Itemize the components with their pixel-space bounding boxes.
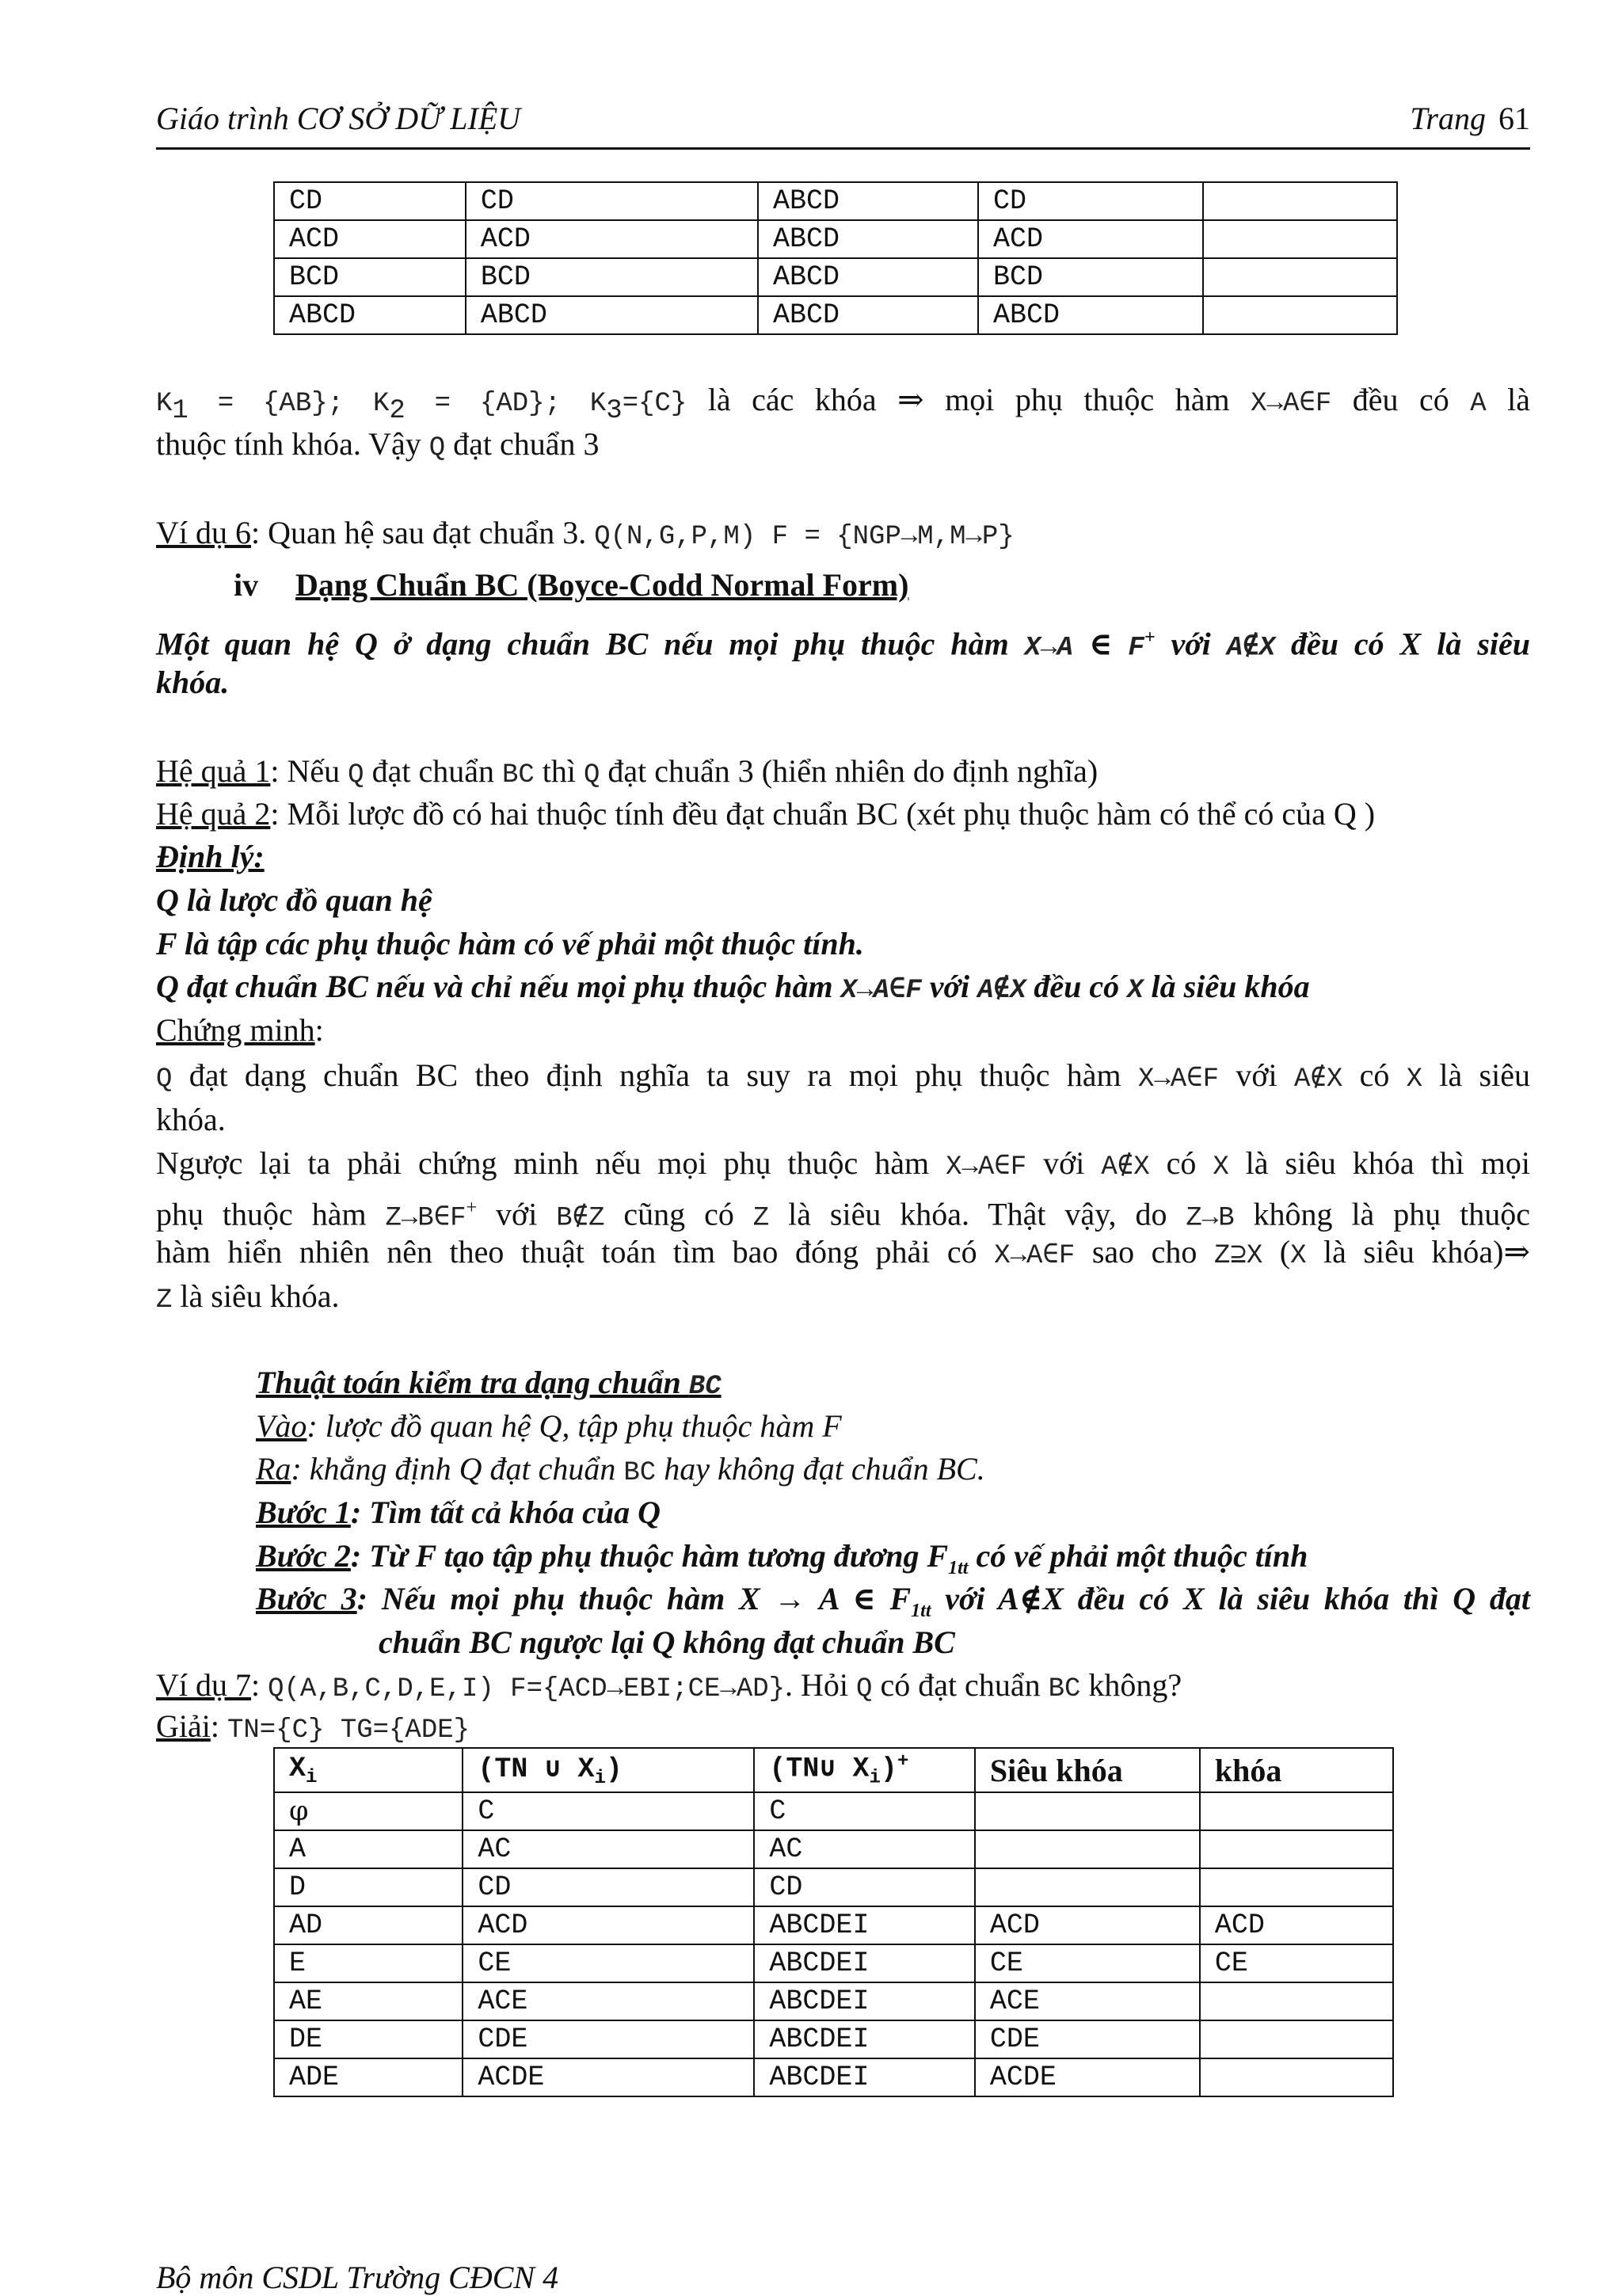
page-header <box>156 100 1530 150</box>
header-closure <box>754 1748 975 1792</box>
definition-with: với <box>1155 626 1227 662</box>
corollary-2-text: : Mỗi lược đồ có hai thuộc tính đều đạt chuẩn BC (xét phụ thuộc hàm có thể có của Q ) <box>270 796 1376 832</box>
proof-line-1 <box>156 1053 1530 1102</box>
table-cell <box>1203 258 1397 296</box>
theorem-line-3 <box>156 965 1530 1013</box>
header-superkey: Siêu khóa <box>975 1748 1200 1792</box>
table-row <box>274 1906 1393 1944</box>
step-2-sub: 1tt <box>948 1558 969 1578</box>
table-row <box>274 220 1397 258</box>
example-7-text: . Hỏi <box>785 1667 857 1703</box>
table-cell: AE <box>274 1982 463 2020</box>
table-cell <box>975 1868 1200 1906</box>
proof-zb-4: Z→B <box>1186 1203 1235 1234</box>
example-6-code: Q(N,G,P,M) F = {NGP→M,M→P} <box>594 522 1015 552</box>
step-3-tail: với A∉X đều có X là siêu khóa thì Q đạt <box>931 1581 1530 1616</box>
proof-x-5: X <box>1290 1241 1307 1271</box>
keys-tail: đều có <box>1331 382 1471 417</box>
header-closure-text: (TN∪ X <box>769 1753 870 1785</box>
table-cell: CD <box>754 1868 975 1906</box>
algorithm-input-text: : lược đồ quan hệ Q, tập phụ thuộc hàm F <box>307 1408 842 1444</box>
proof-z-6: Z <box>156 1285 173 1316</box>
table-cell <box>1200 1830 1393 1868</box>
k3-value: ={C} <box>622 389 687 419</box>
header-tn-union-xi <box>463 1748 754 1792</box>
proof-text-5: hàm hiển nhiên nên theo thuật toán tìm bao đóng phải có <box>156 1234 995 1270</box>
proof-tail-3: là siêu khóa thì mọi <box>1228 1145 1531 1181</box>
definition-notin: A∉X <box>1226 633 1276 664</box>
solution-label: Giải <box>156 1708 211 1744</box>
table-cell: BCD <box>978 258 1203 296</box>
example-6-label: Ví dụ 6 <box>156 515 251 550</box>
table-cell: ABCD <box>274 296 466 334</box>
table-cell <box>1200 1792 1393 1830</box>
table-cell: CD <box>463 1868 754 1906</box>
example-7-text-b: có đạt chuẩn <box>872 1667 1049 1703</box>
table-cell: CE <box>1200 1944 1393 1982</box>
header-tnxi-sub: i <box>594 1767 606 1789</box>
corollary-1-label: Hệ quả 1 <box>156 753 271 789</box>
header-tnxi-text: (TN ∪ X <box>478 1753 595 1785</box>
step-3-sub: 1tt <box>911 1601 931 1621</box>
header-xi <box>274 1748 463 1792</box>
proof-line-5 <box>156 1230 1530 1278</box>
table-cell: C <box>754 1792 975 1830</box>
conclusion-text: thuộc tính khóa. Vậy <box>156 426 429 462</box>
table-cell: ACDE <box>463 2058 754 2096</box>
algorithm-step-3-line2: chuẩn BC ngược lại Q không đạt chuẩn BC <box>379 1624 955 1660</box>
definition-fd: X→A <box>1024 633 1073 664</box>
table-cell <box>1203 296 1397 334</box>
table-cell: ABCD <box>978 296 1203 334</box>
definition-tail: đều có X là siêu <box>1275 626 1530 662</box>
table-row <box>274 2058 1393 2096</box>
proof-has-3: có <box>1149 1145 1213 1181</box>
algorithm-title-text: Thuật toán kiểm tra dạng chuẩn <box>256 1365 689 1400</box>
solution-code: TN={C} TG={ADE} <box>227 1715 470 1746</box>
algorithm-input-label: Vào <box>256 1408 307 1444</box>
example-7-tail: không? <box>1080 1667 1182 1703</box>
example-7-bc: BC <box>1048 1674 1081 1704</box>
proof-with-4: với <box>477 1196 557 1232</box>
table-cell: ACDE <box>975 2058 1200 2096</box>
table-cell: A <box>274 1830 463 1868</box>
table-row <box>274 182 1397 220</box>
theorem-line-1: Q là lược đồ quan hệ <box>156 882 432 918</box>
table-row <box>274 296 1397 334</box>
table-cell <box>1200 2020 1393 2058</box>
table-cell <box>1203 220 1397 258</box>
conclusion-q: Q <box>428 433 446 463</box>
corollary-1-q2: Q <box>584 760 600 790</box>
table-cell: BCD <box>466 258 758 296</box>
table-cell: ABCD <box>758 220 978 258</box>
theorem-notin: A∉X <box>977 976 1026 1006</box>
proof-also-4: cũng có <box>604 1196 753 1232</box>
theorem-line-2: F là tập các phụ thuộc hàm có vế phải một thuộc tính. <box>156 926 864 961</box>
theorem-has: đều có <box>1026 969 1128 1004</box>
proof-label <box>156 1008 1530 1053</box>
table-row <box>274 1944 1393 1982</box>
step-3-label: Bước 3 <box>256 1581 357 1616</box>
proof-with-1: với <box>1219 1057 1294 1093</box>
table-cell: ACD <box>978 220 1203 258</box>
corollary-2-label: Hệ quả 2 <box>156 796 271 832</box>
definition-plus: + <box>1144 627 1156 648</box>
table-cell: ACD <box>975 1906 1200 1944</box>
corollary-1-text-b: đạt chuẩn <box>364 753 502 789</box>
page-label: Trang <box>1410 101 1486 136</box>
table-cell: ACD <box>466 220 758 258</box>
keys-end: là <box>1486 382 1531 417</box>
theorem-label: Định lý: <box>156 839 265 874</box>
keys-fd: X→A∈F <box>1251 389 1332 419</box>
k1: K <box>156 389 173 419</box>
table-row <box>274 1982 1393 2020</box>
proof-superset-5: Z⊇X <box>1213 1241 1263 1271</box>
table-cell: ACD <box>463 1906 754 1944</box>
solution-colon: : <box>210 1708 227 1744</box>
table-cell: CD <box>274 182 466 220</box>
bcnf-check-table <box>273 1747 1394 2097</box>
definition-text: Một quan hệ Q ở dạng chuẩn BC nếu mọi phụ thuộc hàm <box>156 626 1025 662</box>
table-row <box>274 2020 1393 2058</box>
proof-text-4b: là siêu khóa. Thật vậy, do <box>769 1196 1186 1232</box>
table-cell: AD <box>274 1906 463 1944</box>
table-cell: CE <box>975 1944 1200 1982</box>
algorithm-output-text: : khẳng định Q đạt chuẩn <box>291 1451 624 1487</box>
definition-in: ∈ <box>1072 626 1129 662</box>
proof-line-3 <box>156 1141 1530 1190</box>
algorithm-output <box>256 1447 1622 1495</box>
header-closure-close: ) <box>880 1753 897 1785</box>
example-7-code: Q(A,B,C,D,E,I) F={ACD→EBI;CE→AD} <box>268 1674 786 1704</box>
k2: K <box>372 389 390 419</box>
step-3-text: : Nếu mọi phụ thuộc hàm X → A ∈ F <box>356 1581 912 1616</box>
table-cell: ABCDEI <box>754 1906 975 1944</box>
header-page-number <box>1410 100 1530 137</box>
table-row <box>274 258 1397 296</box>
table-cell: ABCD <box>758 182 978 220</box>
table-cell: CE <box>463 1944 754 1982</box>
corollary-1-q: Q <box>348 760 364 790</box>
header-tnxi-close: ) <box>605 1753 623 1785</box>
table-cell <box>1200 1982 1393 2020</box>
keys-conclusion <box>156 422 1530 470</box>
table-cell: CDE <box>463 2020 754 2058</box>
k3: K <box>589 389 607 419</box>
corollary-1-text: : Nếu <box>270 753 348 789</box>
table-cell <box>975 1830 1200 1868</box>
proof-text-3: Ngược lại ta phải chứng minh nếu mọi phụ thuộc hàm <box>156 1145 946 1181</box>
table-cell: ABCD <box>758 296 978 334</box>
table-row <box>274 1830 1393 1868</box>
table-cell: ABCD <box>466 296 758 334</box>
table-cell: BCD <box>274 258 466 296</box>
example-7-colon: : <box>251 1667 268 1703</box>
proof-tail-4: không là phụ thuộc <box>1234 1196 1531 1232</box>
table-cell <box>1200 2058 1393 2096</box>
table-cell: ABCDEI <box>754 2020 975 2058</box>
proof-fd-1: X→A∈F <box>1137 1064 1220 1095</box>
header-xi-text: X <box>289 1752 307 1784</box>
proof-tail-5: là siêu khóa)⇒ <box>1306 1234 1531 1270</box>
corollary-1-bc: BC <box>501 760 535 790</box>
k1-sub: 1 <box>172 396 188 426</box>
table-cell: DE <box>274 2020 463 2058</box>
step-2-text: : Từ F tạo tập phụ thuộc hàm tương đương F <box>350 1538 949 1574</box>
header-closure-plus: + <box>897 1751 909 1773</box>
section-number: iv <box>234 567 259 603</box>
proof-q: Q <box>156 1064 173 1095</box>
algorithm-title <box>256 1361 1622 1409</box>
proof-label-text: Chứng minh <box>156 1012 315 1048</box>
table-cell: ABCDEI <box>754 2058 975 2096</box>
proof-fd-3: X→A∈F <box>946 1152 1027 1182</box>
proof-line-2: khóa. <box>156 1102 226 1137</box>
conclusion-tail: đạt chuẩn 3 <box>445 426 600 462</box>
proof-x-1: X <box>1406 1064 1423 1095</box>
algorithm-step-1 <box>256 1491 1622 1535</box>
algorithm-output-tail: hay không đạt chuẩn BC. <box>656 1451 985 1487</box>
table-cell: D <box>274 1868 463 1906</box>
proof-paren-5: ( <box>1262 1234 1291 1270</box>
algorithm-title-bc: BC <box>688 1372 722 1402</box>
table-cell: ACD <box>1200 1906 1393 1944</box>
keys-text: là các khóa ⇒ mọi phụ thuộc hàm <box>687 382 1251 417</box>
proof-text-4: phụ thuộc hàm <box>156 1196 386 1232</box>
table-cell: C <box>463 1792 754 1830</box>
proof-notin-3: A∉X <box>1101 1152 1150 1182</box>
table-cell <box>1203 182 1397 220</box>
header-xi-sub: i <box>306 1766 318 1788</box>
header-closure-sub: i <box>869 1767 881 1789</box>
example-7-label: Ví dụ 7 <box>156 1667 251 1703</box>
proof-line-6 <box>156 1274 1530 1323</box>
proof-notin-4: B∉Z <box>556 1203 605 1234</box>
table-cell: CDE <box>975 2020 1200 2058</box>
table-cell: AC <box>463 1830 754 1868</box>
table-header-row <box>274 1748 1393 1792</box>
proof-plus-4: + <box>466 1197 478 1218</box>
step-1-text: : Tìm tất cả khóa của Q <box>350 1494 661 1530</box>
table-row <box>274 1792 1393 1830</box>
algorithm-output-bc: BC <box>623 1458 657 1488</box>
proof-text-1: đạt dạng chuẩn BC theo định nghĩa ta suy ra mọi phụ thuộc hàm <box>172 1057 1138 1093</box>
table-cell: ACD <box>274 220 466 258</box>
k2-sub: 2 <box>389 396 406 426</box>
table-cell: CD <box>466 182 758 220</box>
algorithm-output-label: Ra <box>256 1451 291 1487</box>
k3-sub: 3 <box>606 396 623 426</box>
table-cell <box>1200 1868 1393 1906</box>
table-cell: CD <box>978 182 1203 220</box>
table-cell: ABCD <box>758 258 978 296</box>
k2-value: = {AD}; <box>405 389 590 419</box>
proof-z-4: Z <box>752 1203 770 1234</box>
table-cell: ADE <box>274 2058 463 2096</box>
header-key: khóa <box>1200 1748 1393 1792</box>
corollary-1-tail: đạt chuẩn 3 (hiển nhiên do định nghĩa) <box>600 753 1098 789</box>
table-cell: ACE <box>463 1982 754 2020</box>
step-2-label: Bước 2 <box>256 1538 351 1574</box>
proof-tail-6: là siêu khóa. <box>172 1278 340 1314</box>
table-cell: φ <box>274 1792 463 1830</box>
corollary-1-text-c: thì <box>534 753 584 789</box>
table-cell: AC <box>754 1830 975 1868</box>
table-cell: ACE <box>975 1982 1200 2020</box>
table-cell <box>975 1792 1200 1830</box>
proof-x-3: X <box>1213 1152 1229 1182</box>
proof-notin-1: A∉X <box>1293 1064 1343 1095</box>
proof-has-1: có <box>1342 1057 1407 1093</box>
table-cell: E <box>274 1944 463 1982</box>
page-footer: Bộ môn CSDL Trường CĐCN 4 <box>156 2260 559 2295</box>
bcnf-definition-line2: khóa. <box>156 664 230 700</box>
section-title: Dạng Chuẩn BC (Boyce-Codd Normal Form) <box>295 567 909 603</box>
theorem-text: Q đạt chuẩn BC nếu và chỉ nếu mọi phụ thuộc hàm <box>156 969 841 1004</box>
section-iv-heading <box>234 563 1608 607</box>
step-1-label: Bước 1 <box>256 1494 351 1530</box>
proof-with-3: với <box>1026 1145 1102 1181</box>
proof-fd-4: Z→B∈F <box>385 1203 466 1234</box>
proof-tail-1: là siêu <box>1422 1057 1530 1093</box>
proof-colon: : <box>314 1012 324 1048</box>
table-cell: ABCDEI <box>754 1944 975 1982</box>
proof-fd-5: X→A∈F <box>994 1241 1076 1271</box>
corollary-1 <box>156 749 1530 798</box>
theorem-fd: X→A∈F <box>840 976 922 1006</box>
example-6-text: : Quan hệ sau đạt chuẩn 3. <box>251 515 595 550</box>
closure-table-continued <box>273 181 1398 335</box>
corollary-2 <box>156 792 1530 836</box>
algorithm-input <box>256 1404 1622 1449</box>
page-number: 61 <box>1498 101 1530 136</box>
table-cell: ABCDEI <box>754 1982 975 2020</box>
example-7-q: Q <box>856 1674 873 1704</box>
table-row <box>274 1868 1393 1906</box>
solution <box>156 1704 1530 1753</box>
k1-value: = {AB}; <box>188 389 373 419</box>
header-title: Giáo trình CƠ SỞ DỮ LIỆU <box>156 101 521 136</box>
keys-attr: A <box>1470 389 1487 419</box>
theorem-with: với <box>921 969 978 1004</box>
example-6 <box>156 511 1530 559</box>
theorem-tail: là siêu khóa <box>1143 969 1310 1004</box>
definition-f: F <box>1128 633 1144 664</box>
proof-such-5: sao cho <box>1075 1234 1214 1270</box>
theorem-x: X <box>1127 976 1144 1006</box>
step-2-tail: có vế phải một thuộc tính <box>968 1538 1308 1574</box>
